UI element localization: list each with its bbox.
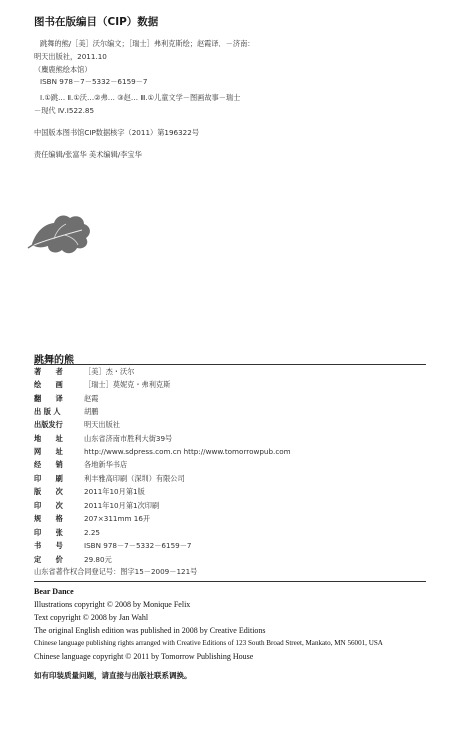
detail-value: http://www.sdpress.com.cn http://www.tomorrowpub.com: [84, 447, 291, 456]
detail-row: [34, 527, 100, 538]
detail-value: 赵霞: [84, 393, 99, 403]
cip-line: －现代 Ⅳ.I522.85: [34, 106, 95, 115]
detail-row: [34, 419, 120, 430]
cip-catalog-line: 中国版本图书馆CIP数据核字（2011）第196322号: [34, 128, 200, 137]
detail-key: 著 者: [34, 366, 63, 376]
detail-key: 翻 译: [34, 393, 63, 403]
quality-notice: 如有印装质量问题，请直接与出版社联系调换。: [34, 671, 192, 680]
cip-line: （麋鹿熊绘本馆）: [34, 65, 92, 74]
cip-line: 跳舞的熊/［美］沃尔编文；［瑞士］弗利克斯绘；赵霞译．－济南：: [40, 39, 255, 48]
detail-row: [34, 446, 291, 457]
divider: [34, 581, 426, 582]
copyright-registration: 山东省著作权合同登记号：图字15－2009－121号: [34, 567, 198, 576]
detail-key: 地 址: [34, 433, 63, 443]
detail-value: 2011年10月第1版: [84, 486, 145, 496]
detail-key: 印 刷: [34, 473, 63, 483]
detail-row: [34, 473, 185, 484]
divider: [34, 364, 426, 365]
cip-line: Ⅰ.①跳… Ⅱ.①沃…②弗… ③赵… Ⅲ.①儿童文学－图画故事－瑞士: [40, 93, 241, 102]
detail-row: [34, 486, 145, 497]
book-title: 跳舞的熊: [34, 355, 74, 366]
detail-key: 印 次: [34, 500, 63, 510]
detail-key: 规 格: [34, 513, 63, 523]
detail-value: 胡鹏: [84, 406, 99, 416]
detail-row: [34, 513, 150, 524]
detail-row: [34, 393, 98, 404]
detail-value: 明天出版社: [84, 419, 120, 429]
english-title: Bear Dance: [34, 587, 74, 596]
detail-key: 经 销: [34, 459, 63, 469]
cip-editors: 责任编辑/张富华 美术编辑/李宝华: [34, 150, 142, 159]
english-line: Illustrations copyright © 2008 by Monique Felix: [34, 600, 191, 609]
detail-row: [34, 500, 159, 511]
detail-value: ISBN 978－7－5332－6159－7: [84, 540, 192, 550]
detail-value: ［瑞士］莫妮克・弗利克斯: [84, 379, 171, 389]
detail-key: 出版发行: [34, 419, 63, 429]
detail-value: 2011年10月第1次印刷: [84, 500, 160, 510]
english-line: Chinese language publishing rights arranged with Creative Editions of 123 South Broad Street, Mankato, MN 56001, USA: [34, 639, 383, 647]
detail-row: [34, 459, 127, 470]
detail-key: 网 址: [34, 446, 63, 456]
detail-key: 书 号: [34, 540, 63, 550]
detail-row: [34, 433, 172, 444]
detail-value: 利丰雅高印刷（深圳）有限公司: [84, 473, 185, 483]
detail-value: 2.25: [84, 528, 101, 537]
cip-heading: 图书在版编目（CIP）数据: [34, 16, 159, 28]
english-line: Text copyright © 2008 by Jan Wahl: [34, 613, 149, 622]
english-line: The original English edition was published in 2008 by Creative Editions: [34, 626, 266, 635]
detail-row: [34, 379, 170, 390]
detail-row: [34, 406, 98, 417]
detail-key: 绘 画: [34, 379, 63, 389]
leaf-icon: [26, 210, 96, 260]
detail-key: 定 价: [34, 554, 63, 564]
detail-value: 山东省济南市胜利大街39号: [84, 433, 173, 443]
cip-line: ISBN 978－7－5332－6159－7: [40, 77, 148, 86]
detail-key: 版 次: [34, 486, 63, 496]
cip-line: 明天出版社，2011.10: [34, 52, 107, 61]
detail-value: 29.80元: [84, 554, 112, 564]
detail-value: 各地新华书店: [84, 459, 128, 469]
detail-key: 印 张: [34, 527, 63, 537]
detail-row: [34, 540, 191, 551]
detail-row: [34, 366, 134, 377]
detail-value: 207×311mm 16开: [84, 513, 151, 523]
detail-key: 出 版 人: [34, 406, 61, 416]
detail-row: [34, 554, 112, 565]
english-line: Chinese language copyright © 2011 by Tomorrow Publishing House: [34, 652, 254, 661]
detail-value: ［美］杰・沃尔: [84, 366, 135, 376]
